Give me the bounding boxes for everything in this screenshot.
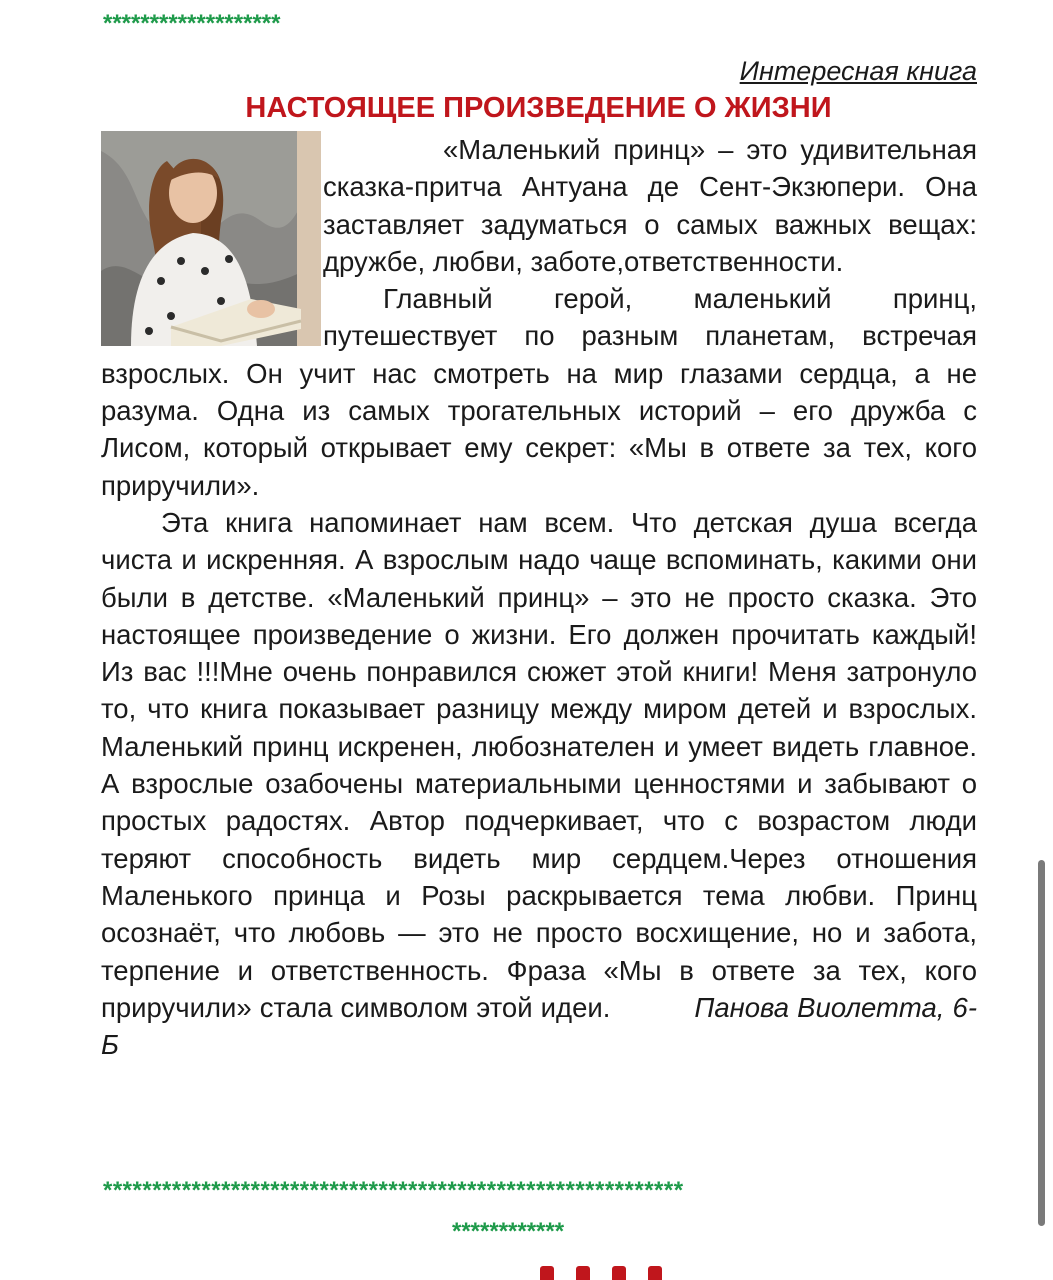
article-paragraph-3-text: Эта книга напоминает нам всем. Что детская душа всегда чиста и искренняя. А взрослым надо чаще вспоминать, какими они были в детстве. «Маленький принц» – это не просто сказка. Это настоящее произведение о жизни. Его должен прочитать каждый! Из вас !!!Мне очень понравился сюжет этой книги! Меня затронуло то, что книга показывает разницу между миром детей и взрослых. Маленький принц искренен, любознателен и умеет видеть главное. А взрослые озабочены материальными ценностями и забывают о простых радостях. Автор подчеркивает, что с возрастом люди теряют способность видеть мир сердцем.Через отношения Маленького принца и Розы раскрывается тема любви. Принц осознаёт, что любовь — это не просто восхищение, но и забота, терпение и ответственность. Фраза «Мы в ответе за тех, кого приручили» стала символом этой идеи. — [101, 506, 977, 1023]
cut-off-next-heading — [540, 1266, 700, 1280]
vertical-scrollbar[interactable] — [1038, 860, 1045, 1226]
article-body — [101, 131, 977, 1063]
decorative-stars-final: ************ — [452, 1218, 565, 1245]
decorative-stars-top: ******************* — [103, 10, 281, 37]
article-headline: НАСТОЯЩЕЕ ПРОИЗВЕДЕНИЕ О ЖИЗНИ — [245, 92, 832, 124]
photo-spacer — [101, 131, 323, 329]
article-paragraph-1: «Маленький принц» – это удивительная сказка-притча Антуана де Сент-Экзюпери. Она заставляет задуматься о самых важных вещах: дружбе, любви, заботе,ответственности. — [323, 134, 977, 277]
author-signature: Панова Виолетта, 6-Б — [101, 991, 977, 1061]
decorative-stars-bottom: *********************************************************** — [103, 1177, 684, 1204]
article-paragraph-3 — [101, 504, 977, 1063]
article-paragraph-2: Главный герой, маленький принц, путешествует по разным планетам, встречая взрослых. Он учит нас смотреть на мир глазами сердца, а не разума. Одна из самых трогательных историй – его дружба с Лисом, который открывает ему секрет: «Мы в ответе за тех, кого приручили». — [101, 283, 977, 501]
rubric-label: Интересная книга — [739, 56, 977, 86]
